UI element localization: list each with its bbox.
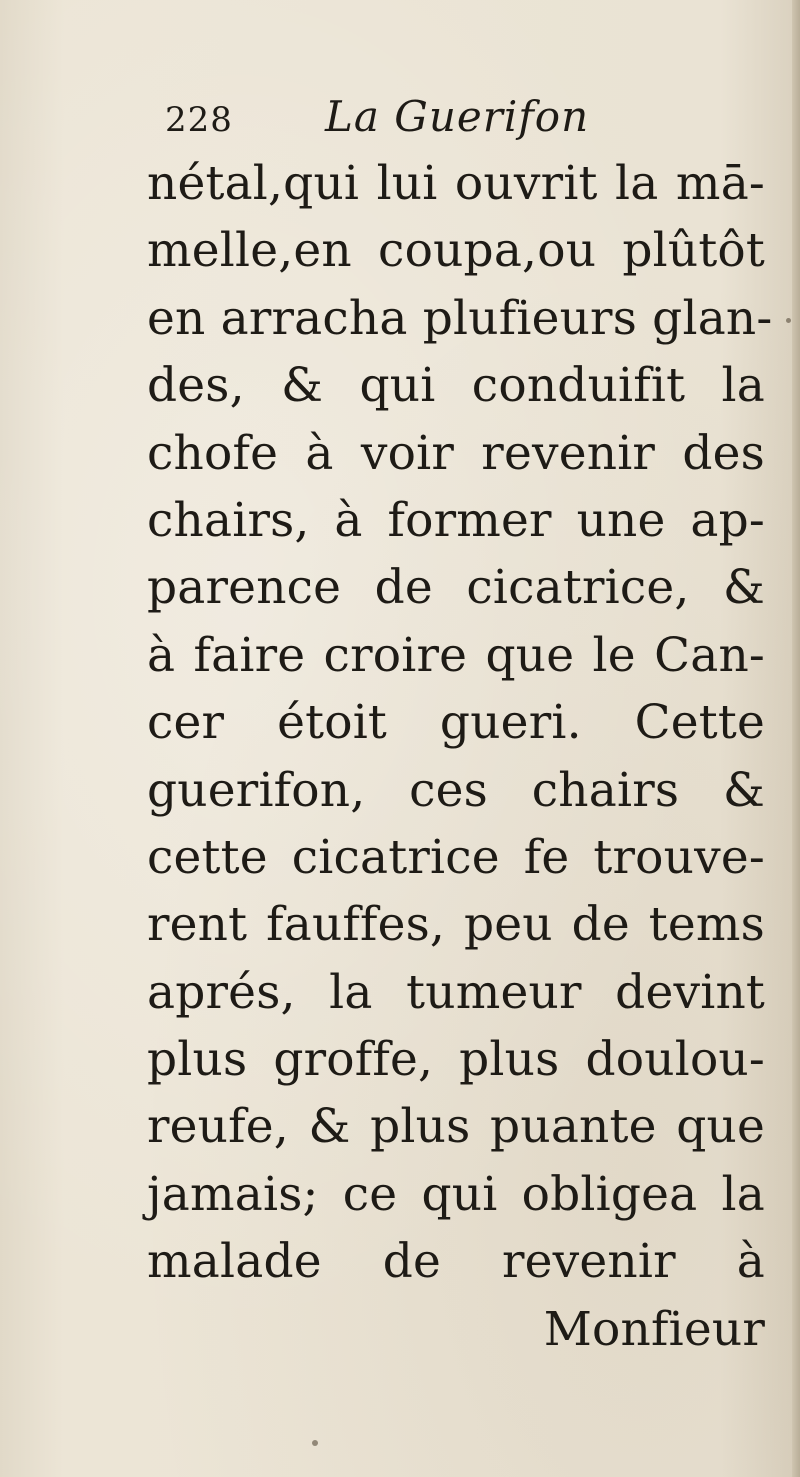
text-line: chofe à voir revenir des xyxy=(147,425,765,481)
text-line: plus groffe, plus doulou- xyxy=(147,1032,765,1088)
text-line: rent fauffes, peu de tems xyxy=(147,897,765,953)
text-line: à faire croire que le Can- xyxy=(147,627,765,683)
ink-speck xyxy=(312,1440,318,1446)
page-number: 228 xyxy=(165,100,233,140)
text-line: reufe, & plus puante que xyxy=(147,1099,765,1155)
text-line: malade de revenir à xyxy=(147,1234,765,1290)
text-line: cette cicatrice fe trouve- xyxy=(147,829,765,885)
page-gutter xyxy=(792,0,800,1477)
text-line: cer étoit gueri. Cette xyxy=(147,695,765,751)
body-text xyxy=(147,150,773,1363)
text-line: en arracha plufieurs glan- xyxy=(147,290,773,346)
text-line: parence de cicatrice, & xyxy=(147,560,765,616)
text-line: melle,en coupa,ou plûtôt xyxy=(147,223,765,279)
running-title: La Guerifon xyxy=(325,92,590,141)
text-line: chairs, à former une ap- xyxy=(147,492,765,548)
text-line: guerifon, ces chairs & xyxy=(147,762,765,818)
text-line: des, & qui conduifit la xyxy=(147,358,765,414)
catchword: Monfieur xyxy=(543,1301,765,1357)
text-line: aprés, la tumeur devint xyxy=(147,964,765,1020)
text-line: jamais; ce qui obligea la xyxy=(147,1166,765,1222)
ink-speck xyxy=(786,318,791,323)
text-line: nétal,qui lui ouvrit la mā- xyxy=(147,156,765,211)
page-header xyxy=(165,92,725,152)
